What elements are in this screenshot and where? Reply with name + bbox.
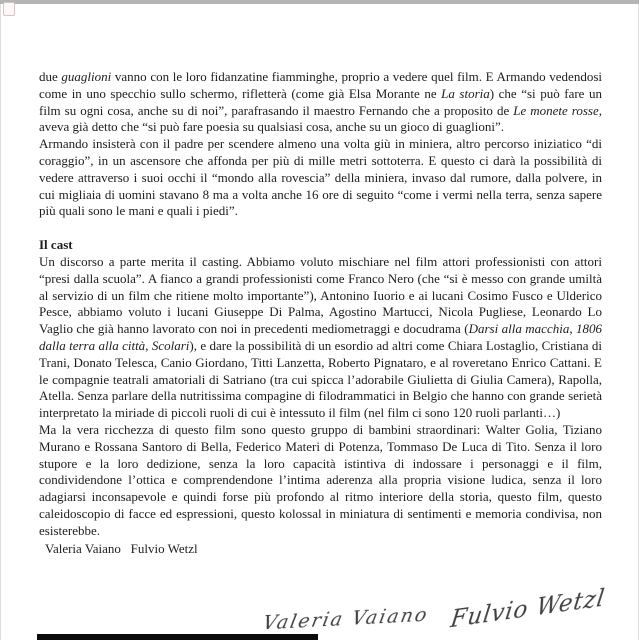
handwritten-signature-valeria: Valeria Vaiano [260, 603, 431, 635]
handwritten-signature-fulvio: Fulvio Wetzl [448, 584, 607, 634]
page-edge-left [0, 4, 1, 640]
typed-signatures: Valeria Vaiano Fulvio Wetzl [45, 540, 198, 556]
paragraph: Armando insisterà con il padre per scendere almeno una volta giù in miniera, altro percorso iniziatico “di coraggio”, in un ascensore che affonda per più di mille metri sottoterra. E questo ci darà la possibilità di vedere attraverso i suoi occhi il “mondo alla rovescia” della miniera, invaso dal rumore, dalla polvere, in cui migliaia di uomini stavano 8 ma a volta anche 16 ore di seguito “come i vermi nella terra, senza sapere più quali sono le mani e quali i piedi”. [39, 136, 602, 219]
missing-image-icon [3, 2, 15, 16]
paragraph: Un discorso a parte merita il casting. Abbiamo voluto mischiare nel film attori professionisti con attori “presi dalla scuola”. A fianco a grandi professionisti come Franco Nero (che “si è messo con grande umiltà al servizio di un film che ritiene molto importante”), Antonino Iuorio e ai lucani Cosimo Fusco e Ulderico Pesce, abbiamo voluto i lucani Giuseppe Di Palma, Agostino Martucci, Nicola Pugliese, Leonardo Lo Vaglio che già hanno lavorato con noi in precedenti mediometraggi e docudrama (Darsi alla macchia, 1806 dalla terra alla città, Scolari), e dare la possibilità di un esordio ad altri come Chiara Lostaglio, Cristiana di Trani, Donato Telesca, Canio Giordano, Titti Lanzetta, Roberto Pignataro, e al roveretano Enrico Cattani. E le compagnie teatrali amatoriali di Satriano (tra cui spicca l’adorabile Giulietta di Giulia Camera), Rapolla, Atella. Senza parlare della nutritissima compagine di filodrammatici in Belgio che hanno con grande serietà interpretato la miriade di piccoli ruoli di cui è intessuto il film (nel film ci sono 120 ruoli parlanti…) [39, 253, 603, 421]
top-border-bar [0, 0, 639, 4]
paragraph: Ma la vera ricchezza di questo film sono questo gruppo di bambini straordinari: Walter Golia, Tiziano Murano e Rossana Santoro di Bella, Federico Materi di Potenza, Tommaso De Luca di Tito. Senza il loro stupore e la loro dedizione, senza la loro capacità istintiva di indossare i personaggi e il film, condividendone l’ottica e comprendendone l’intima aderenza alla propria visione ludica, senza il loro adagiarsi inconsapevole e quindi forse più profondo al ritmo interiore della storia, questo film, questo caleidoscopio di facce ed espressioni, questo kolossal in miniatura di sentimenti e memoria condivisa, non esisterebbe. [39, 421, 602, 538]
scan-artifact-bar [37, 634, 318, 640]
paragraph: due guaglioni vanno con le loro fidanzatine fiamminghe, proprio a vedere quel film. E Armando vedendosi come in uno specchio sullo schermo, rifletterà (come già Elsa Morante ne La storia) che “si può fare un film su ogni cosa, anche su di noi”, parafrasando il maestro Fernando che a proposito de Le monete rosse, aveva già detto che “si può fare poesia su qualsiasi cosa, anche su un gioco di guaglioni”. [39, 69, 602, 135]
document-body [39, 69, 602, 557]
section-heading: Il cast [39, 237, 73, 253]
